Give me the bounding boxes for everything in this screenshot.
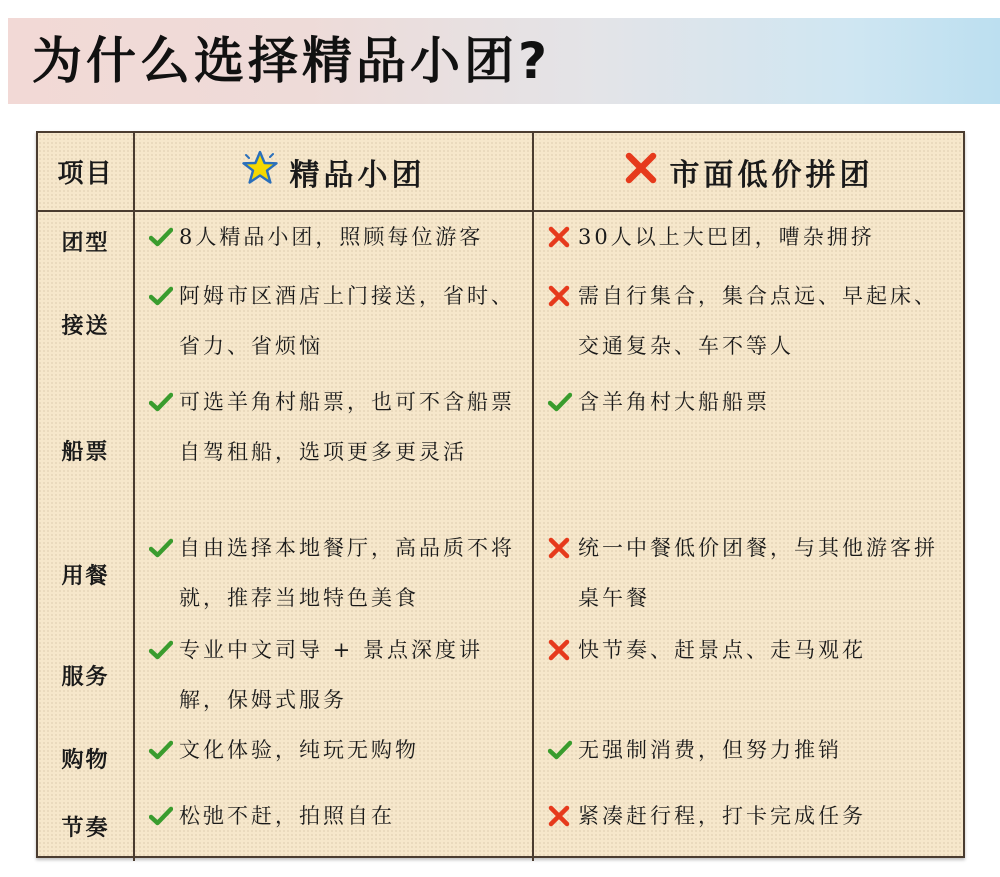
- cross-icon: [548, 791, 578, 841]
- budget-cell: [533, 625, 963, 725]
- budget-cell: [533, 271, 963, 377]
- header-bad: [533, 133, 963, 211]
- cross-icon: [548, 271, 578, 321]
- table-row: [38, 377, 963, 523]
- cross-icon: [548, 523, 578, 573]
- table-header-row: [38, 133, 963, 211]
- header-good-label: 精品小团: [289, 157, 426, 193]
- star-icon: [242, 151, 278, 193]
- boutique-cell: [134, 791, 533, 861]
- boutique-cell: [134, 523, 533, 625]
- row-item-label: 购物: [38, 725, 134, 791]
- header-item: 项目: [38, 133, 134, 211]
- row-item-label: 船票: [38, 377, 134, 523]
- boutique-cell: [134, 725, 533, 791]
- boutique-text: 自由选择本地餐厅，高品质不将就，推荐当地特色美食: [179, 536, 515, 610]
- boutique-text: 8人精品小团，照顾每位游客: [179, 225, 484, 249]
- header-bad-label: 市面低价拼团: [669, 157, 874, 193]
- check-icon: [149, 625, 179, 675]
- boutique-text: 松弛不赶，拍照自在: [179, 804, 395, 828]
- row-item-label: 团型: [38, 211, 134, 271]
- boutique-cell: [134, 211, 533, 271]
- boutique-text: 可选羊角村船票，也可不含船票自驾租船，选项更多更灵活: [179, 390, 515, 464]
- table-row: [38, 523, 963, 625]
- page-title: 为什么选择精品小团?: [32, 32, 552, 90]
- budget-text: 无强制消费，但努力推销: [578, 738, 842, 762]
- cross-icon: [548, 625, 578, 675]
- row-item-label: 服务: [38, 625, 134, 725]
- boutique-cell: [134, 625, 533, 725]
- title-banner: [8, 18, 1000, 104]
- boutique-cell: [134, 377, 533, 523]
- budget-cell: [533, 791, 963, 861]
- row-item-label: 用餐: [38, 523, 134, 625]
- boutique-text: 阿姆市区酒店上门接送，省时、省力、省烦恼: [179, 284, 515, 358]
- budget-text: 30人以上大巴团，嘈杂拥挤: [578, 225, 875, 249]
- budget-text: 快节奏、赶景点、走马观花: [578, 638, 866, 662]
- cross-icon: [548, 212, 578, 262]
- budget-text: 含羊角村大船船票: [578, 390, 770, 414]
- row-item-label: 接送: [38, 271, 134, 377]
- row-item-label: 节奏: [38, 791, 134, 861]
- budget-cell: [533, 211, 963, 271]
- table-row: [38, 791, 963, 861]
- budget-text: 需自行集合，集合点远、早起床、交通复杂、车不等人: [578, 284, 938, 358]
- boutique-text: 专业中文司导 + 景点深度讲解，保姆式服务: [179, 638, 483, 712]
- check-icon: [149, 725, 179, 775]
- check-icon: [149, 377, 179, 427]
- comparison-table: [36, 131, 965, 858]
- header-good: [134, 133, 533, 211]
- table-row: [38, 211, 963, 271]
- boutique-cell: [134, 271, 533, 377]
- check-icon: [548, 377, 578, 427]
- budget-text: 统一中餐低价团餐，与其他游客拼桌午餐: [578, 536, 938, 610]
- check-icon: [149, 791, 179, 841]
- budget-text: 紧凑赶行程，打卡完成任务: [578, 804, 866, 828]
- cross-icon: [624, 151, 658, 193]
- check-icon: [149, 523, 179, 573]
- budget-cell: [533, 725, 963, 791]
- budget-cell: [533, 377, 963, 523]
- check-icon: [149, 212, 179, 262]
- table-row: [38, 625, 963, 725]
- check-icon: [149, 271, 179, 321]
- table-row: [38, 725, 963, 791]
- boutique-text: 文化体验，纯玩无购物: [179, 738, 419, 762]
- check-icon: [548, 725, 578, 775]
- table-row: [38, 271, 963, 377]
- budget-cell: [533, 523, 963, 625]
